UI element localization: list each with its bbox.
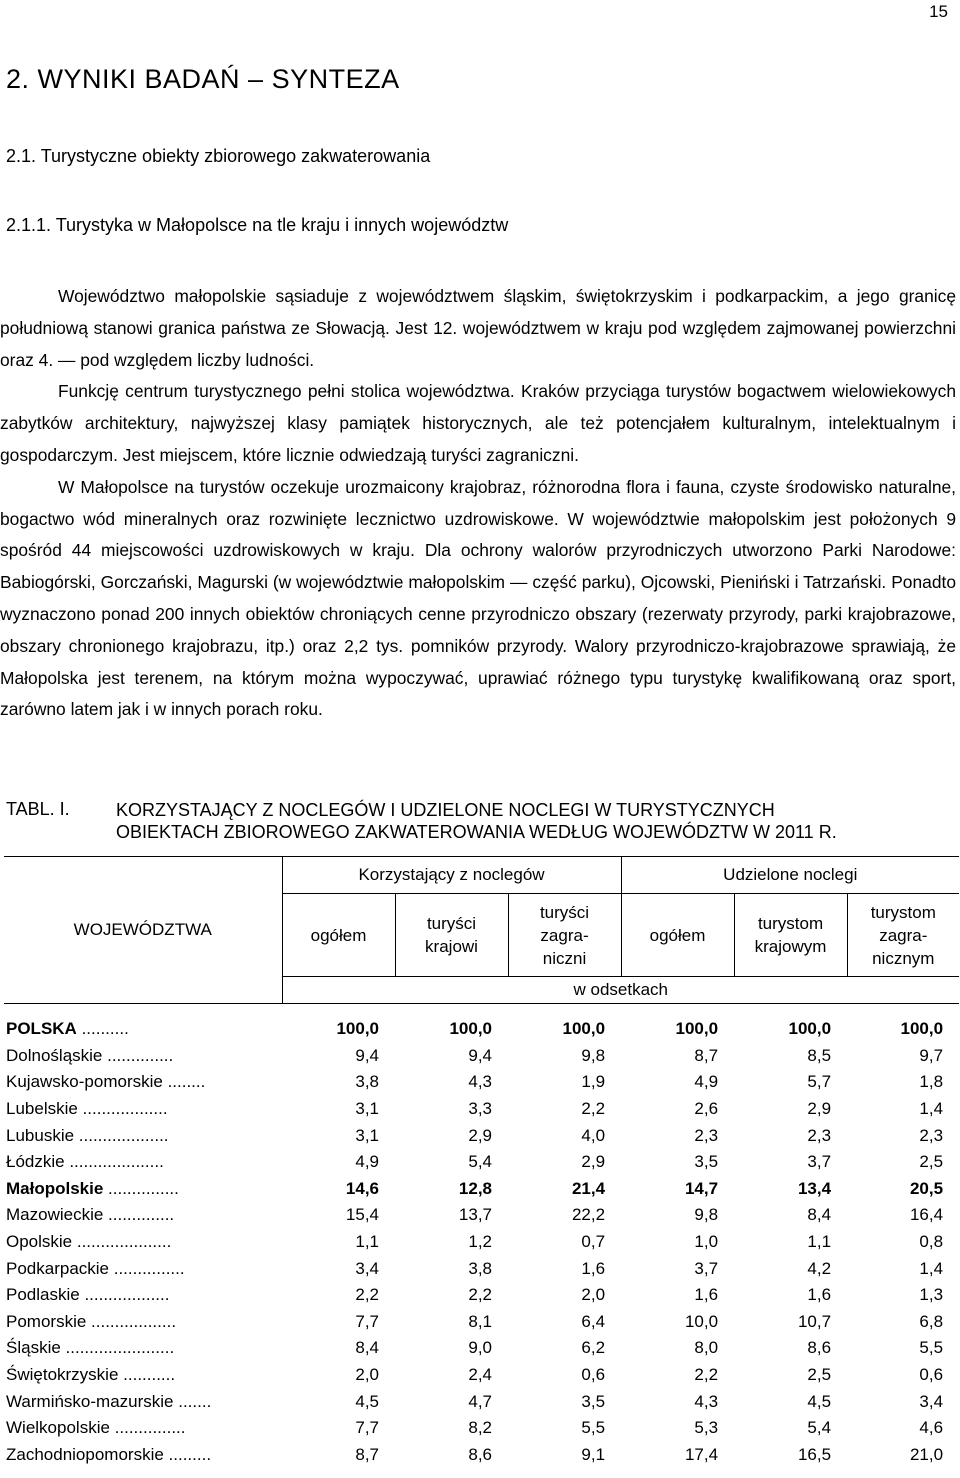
- cell-value: 3,7: [807, 1152, 832, 1172]
- cell-value: 9,4: [355, 1045, 379, 1065]
- cell-value: 21,4: [571, 1178, 606, 1198]
- cell-value: 100,0: [336, 1019, 379, 1039]
- row-name: Pomorskie: [6, 1311, 87, 1331]
- leader-dots: .......: [173, 1391, 212, 1411]
- leader-dots: ...............: [109, 1418, 186, 1438]
- cell-value: 9,1: [581, 1444, 606, 1464]
- cell-value: 2,3: [694, 1125, 719, 1145]
- row-name: Kujawsko-pomorskie: [6, 1072, 163, 1092]
- cell-value: 1,8: [919, 1072, 944, 1092]
- row-name: Wielkopolskie: [6, 1418, 110, 1438]
- cell-value: 100,0: [449, 1019, 492, 1039]
- header-foreign-tourists: turyści zagra- niczni: [508, 894, 621, 977]
- leader-dots: ....................: [64, 1152, 164, 1172]
- row-label: [4, 1229, 282, 1256]
- cell-value: 3,1: [355, 1125, 379, 1145]
- cell-value: 1,2: [468, 1232, 492, 1252]
- cell-value: 2,3: [919, 1125, 944, 1145]
- cell-value: 20,5: [909, 1178, 944, 1198]
- row-name: Lubelskie: [6, 1099, 78, 1119]
- table-row: [4, 1122, 959, 1149]
- paragraph: Funkcję centrum turystycznego pełni stolica województwa. Kraków przyciąga turystów bogactwem wielowiekowych zabytków architektury, najwyższej klasy pamiątek historycznych, ale też potencjałem kulturalnym, intelektualnym i gospodarczym. Jest miejscem, które licznie odwiedzają turyści zagraniczni.: [0, 381, 956, 465]
- row-label: [4, 1282, 282, 1309]
- row-label: [4, 1255, 282, 1282]
- cell-value: 4,9: [694, 1072, 719, 1092]
- cell-value: 8,2: [468, 1418, 492, 1438]
- cell-value: 2,0: [355, 1365, 379, 1385]
- table-row: [4, 1388, 959, 1415]
- data-table: [4, 856, 959, 1468]
- header-unit: w odsetkach: [282, 977, 959, 1004]
- cell-value: 17,4: [684, 1444, 719, 1464]
- row-label: [4, 1176, 282, 1203]
- cell-value: 5,4: [807, 1418, 832, 1438]
- page-number: 15: [929, 2, 948, 21]
- row-label: [4, 1442, 282, 1469]
- table-row: [4, 1016, 959, 1043]
- cell-value: 2,2: [694, 1365, 719, 1385]
- row-label: [4, 1309, 282, 1336]
- cell-value: 8,5: [807, 1045, 832, 1065]
- table-row: [4, 1415, 959, 1442]
- cell-value: 1,6: [807, 1285, 832, 1305]
- cell-value: 5,3: [694, 1418, 719, 1438]
- cell-value: 14,6: [345, 1178, 379, 1198]
- cell-value: 2,9: [581, 1152, 606, 1172]
- row-name: Świętokrzyskie: [6, 1365, 119, 1385]
- cell-value: 3,7: [694, 1258, 719, 1278]
- cell-value: 1,4: [919, 1258, 944, 1278]
- leader-dots: ....................: [72, 1232, 172, 1252]
- cell-value: 3,5: [694, 1152, 719, 1172]
- cell-value: 4,9: [355, 1152, 379, 1172]
- row-name: Małopolskie: [6, 1178, 104, 1198]
- cell-value: 10,7: [797, 1311, 832, 1331]
- cell-value: 16,4: [909, 1205, 944, 1225]
- row-label: [4, 1122, 282, 1149]
- header-voivodeship: WOJEWÓDZTWA: [4, 857, 282, 1004]
- section-heading: 2. WYNIKI BADAŃ – SYNTEZA: [6, 64, 400, 94]
- cell-value: 5,4: [468, 1152, 492, 1172]
- table-row: [4, 1069, 959, 1096]
- row-label: [4, 1096, 282, 1123]
- leader-dots: ..............: [102, 1045, 174, 1065]
- cell-value: 8,4: [807, 1205, 832, 1225]
- leader-dots: ...................: [74, 1125, 169, 1145]
- row-name: Opolskie: [6, 1232, 73, 1252]
- cell-value: 1,0: [694, 1232, 719, 1252]
- cell-value: 9,0: [468, 1338, 492, 1358]
- body-text: [0, 281, 956, 726]
- leader-dots: .......................: [60, 1338, 175, 1358]
- cell-value: 4,2: [807, 1258, 832, 1278]
- cell-value: 8,0: [694, 1338, 719, 1358]
- table-row: [4, 1229, 959, 1256]
- cell-value: 2,2: [355, 1285, 379, 1305]
- header-domestic-nights: turystom krajowym: [734, 894, 847, 977]
- table-row: [4, 1442, 959, 1469]
- leader-dots: ...............: [103, 1178, 179, 1198]
- header-group-guests: Korzystający z noclegów: [282, 857, 621, 894]
- cell-value: 9,8: [694, 1205, 719, 1225]
- table-title: [116, 799, 837, 843]
- cell-value: 2,4: [468, 1365, 492, 1385]
- row-label: [4, 1202, 282, 1229]
- cell-value: 100,0: [788, 1019, 832, 1039]
- cell-value: 6,4: [581, 1311, 606, 1331]
- cell-value: 0,6: [919, 1365, 944, 1385]
- cell-value: 1,1: [807, 1232, 832, 1252]
- cell-value: 7,7: [355, 1311, 379, 1331]
- cell-value: 15,4: [345, 1205, 379, 1225]
- cell-value: 0,6: [581, 1365, 606, 1385]
- cell-value: 4,5: [807, 1391, 832, 1411]
- cell-value: 4,3: [468, 1072, 492, 1092]
- cell-value: 1,6: [694, 1285, 719, 1305]
- cell-value: 5,5: [581, 1418, 606, 1438]
- row-label: [4, 1335, 282, 1362]
- cell-value: 1,9: [581, 1072, 606, 1092]
- cell-value: 4,7: [468, 1391, 492, 1411]
- cell-value: 5,5: [919, 1338, 944, 1358]
- row-name: Zachodniopomorskie: [6, 1444, 164, 1464]
- row-name: Lubuskie: [6, 1125, 75, 1145]
- cell-value: 14,7: [684, 1178, 719, 1198]
- table-row: [4, 1043, 959, 1070]
- header-foreign-nights: turystom zagra- nicznym: [847, 894, 959, 977]
- cell-value: 12,8: [458, 1178, 492, 1198]
- cell-value: 3,1: [355, 1099, 379, 1119]
- subsection-heading: 2.1. Turystyczne obiekty zbiorowego zakwaterowania: [6, 146, 431, 166]
- cell-value: 9,7: [919, 1045, 944, 1065]
- cell-value: 8,6: [468, 1444, 492, 1464]
- cell-value: 4,6: [919, 1418, 944, 1438]
- row-label: [4, 1043, 282, 1070]
- cell-value: 3,4: [355, 1258, 379, 1278]
- cell-value: 9,4: [468, 1045, 492, 1065]
- cell-value: 8,7: [355, 1444, 379, 1464]
- cell-value: 1,3: [919, 1285, 944, 1305]
- leader-dots: ..............: [103, 1205, 175, 1225]
- table-row: [4, 1176, 959, 1203]
- table-row: [4, 1362, 959, 1389]
- subsubsection-heading: 2.1.1. Turystyka w Małopolsce na tle kraju i innych województw: [6, 215, 509, 235]
- cell-value: 1,4: [919, 1099, 944, 1119]
- cell-value: 0,8: [919, 1232, 944, 1252]
- cell-value: 2,5: [919, 1152, 944, 1172]
- cell-value: 8,6: [807, 1338, 832, 1358]
- cell-value: 8,1: [468, 1311, 492, 1331]
- table-title-line: OBIEKTACH ZBIOROWEGO ZAKWATEROWANIA WEDŁUG WOJEWÓDZTW W 2011 R.: [116, 822, 837, 842]
- cell-value: 9,8: [581, 1045, 606, 1065]
- cell-value: 4,5: [355, 1391, 379, 1411]
- cell-value: 16,5: [797, 1444, 832, 1464]
- header-total-guests: ogółem: [282, 894, 395, 977]
- table-row: [4, 1335, 959, 1362]
- cell-value: 3,8: [355, 1072, 379, 1092]
- leader-dots: ..........: [76, 1019, 129, 1039]
- cell-value: 22,2: [571, 1205, 606, 1225]
- table-row: [4, 1149, 959, 1176]
- table-row: [4, 1255, 959, 1282]
- table-row: [4, 1096, 959, 1123]
- table-row: [4, 1309, 959, 1336]
- cell-value: 8,7: [694, 1045, 719, 1065]
- cell-value: 2,5: [807, 1365, 832, 1385]
- table-row: [4, 1282, 959, 1309]
- cell-value: 2,2: [468, 1285, 492, 1305]
- header-group-nights: Udzielone noclegi: [621, 857, 959, 894]
- row-label: [4, 1362, 282, 1389]
- leader-dots: .........: [163, 1444, 212, 1464]
- leader-dots: ..................: [79, 1285, 170, 1305]
- cell-value: 5,7: [807, 1072, 832, 1092]
- cell-value: 3,5: [581, 1391, 606, 1411]
- leader-dots: ........: [162, 1072, 206, 1092]
- cell-value: 4,0: [581, 1125, 606, 1145]
- row-label: [4, 1149, 282, 1176]
- cell-value: 100,0: [675, 1019, 719, 1039]
- row-name: POLSKA: [6, 1019, 77, 1039]
- row-label: [4, 1016, 282, 1043]
- row-label: [4, 1069, 282, 1096]
- cell-value: 10,0: [684, 1311, 719, 1331]
- cell-value: 100,0: [900, 1019, 944, 1039]
- table-title-line: KORZYSTAJĄCY Z NOCLEGÓW I UDZIELONE NOCLEGI W TURYSTYCZNYCH: [116, 800, 775, 820]
- cell-value: 7,7: [355, 1418, 379, 1438]
- row-name: Dolnośląskie: [6, 1045, 103, 1065]
- cell-value: 100,0: [562, 1019, 606, 1039]
- cell-value: 6,2: [581, 1338, 606, 1358]
- row-label: [4, 1388, 282, 1415]
- paragraph: W Małopolsce na turystów oczekuje urozmaicony krajobraz, różnorodna flora i fauna, czyste środowisko naturalne, bogactwo wód mineralnych oraz rozwinięte lecznictwo uzdrowiskowe. W województwie małopolskim jest położonych 9 spośród 44 miejscowości uzdrowiskowych w kraju. Dla ochrony walorów przyrodniczych utworzono Parki Narodowe: Babiogórski, Gorczański, Magurski (w województwie małopolskim — część parku), Ojcowski, Pieniński i Tatrzański. Ponadto wyznaczono ponad 200 innych obiektów chroniących cenne przyrodniczo obszary (rezerwaty przyrody, parki krajobrazowe, obszary chronionego krajobrazu, itp.) oraz 2,2 tys. pomników przyrody. Walory przyrodniczo-krajobrazowe sprawiają, że Małopolska jest terenem, na którym można wypoczywać, uprawiać różnego typu turystykę kwalifikowaną oraz sport, zarówno latem jak i w innych porach roku.: [0, 476, 956, 720]
- cell-value: 2,0: [581, 1285, 606, 1305]
- cell-value: 3,3: [468, 1099, 492, 1119]
- cell-value: 3,8: [468, 1258, 492, 1278]
- cell-value: 0,7: [581, 1232, 606, 1252]
- cell-value: 13,7: [458, 1205, 492, 1225]
- leader-dots: ..................: [86, 1311, 177, 1331]
- table-label: TABL. I.: [6, 799, 70, 819]
- row-name: Podkarpackie: [6, 1258, 110, 1278]
- leader-dots: ...............: [109, 1258, 185, 1278]
- paragraph: Województwo małopolskie sąsiaduje z województwem śląskim, świętokrzyskim i podkarpackim, a jego granicę południową stanowi granica państwa ze Słowacją. Jest 12. województwem w kraju pod względem zajmowanej powierzchni oraz 4. — pod względem liczby ludności.: [0, 286, 956, 370]
- cell-value: 2,6: [694, 1099, 719, 1119]
- cell-value: 2,2: [581, 1099, 606, 1119]
- row-label: [4, 1415, 282, 1442]
- header-total-nights: ogółem: [621, 894, 734, 977]
- cell-value: 1,6: [581, 1258, 606, 1278]
- cell-value: 6,8: [919, 1311, 944, 1331]
- cell-value: 13,4: [797, 1178, 832, 1198]
- cell-value: 2,3: [807, 1125, 832, 1145]
- cell-value: 3,4: [919, 1391, 944, 1411]
- cell-value: 2,9: [807, 1099, 832, 1119]
- leader-dots: ..................: [77, 1099, 168, 1119]
- cell-value: 8,4: [355, 1338, 379, 1358]
- row-name: Mazowieckie: [6, 1205, 104, 1225]
- row-name: Warmińsko-mazurskie: [6, 1391, 174, 1411]
- table-row: [4, 1202, 959, 1229]
- row-name: Podlaskie: [6, 1285, 80, 1305]
- row-name: Łódzkie: [6, 1152, 65, 1172]
- header-domestic-tourists: turyści krajowi: [395, 894, 508, 977]
- cell-value: 4,3: [694, 1391, 719, 1411]
- cell-value: 1,1: [355, 1232, 379, 1252]
- leader-dots: ...........: [118, 1365, 176, 1385]
- row-name: Śląskie: [6, 1338, 61, 1358]
- cell-value: 2,9: [468, 1125, 492, 1145]
- cell-value: 21,0: [909, 1444, 944, 1464]
